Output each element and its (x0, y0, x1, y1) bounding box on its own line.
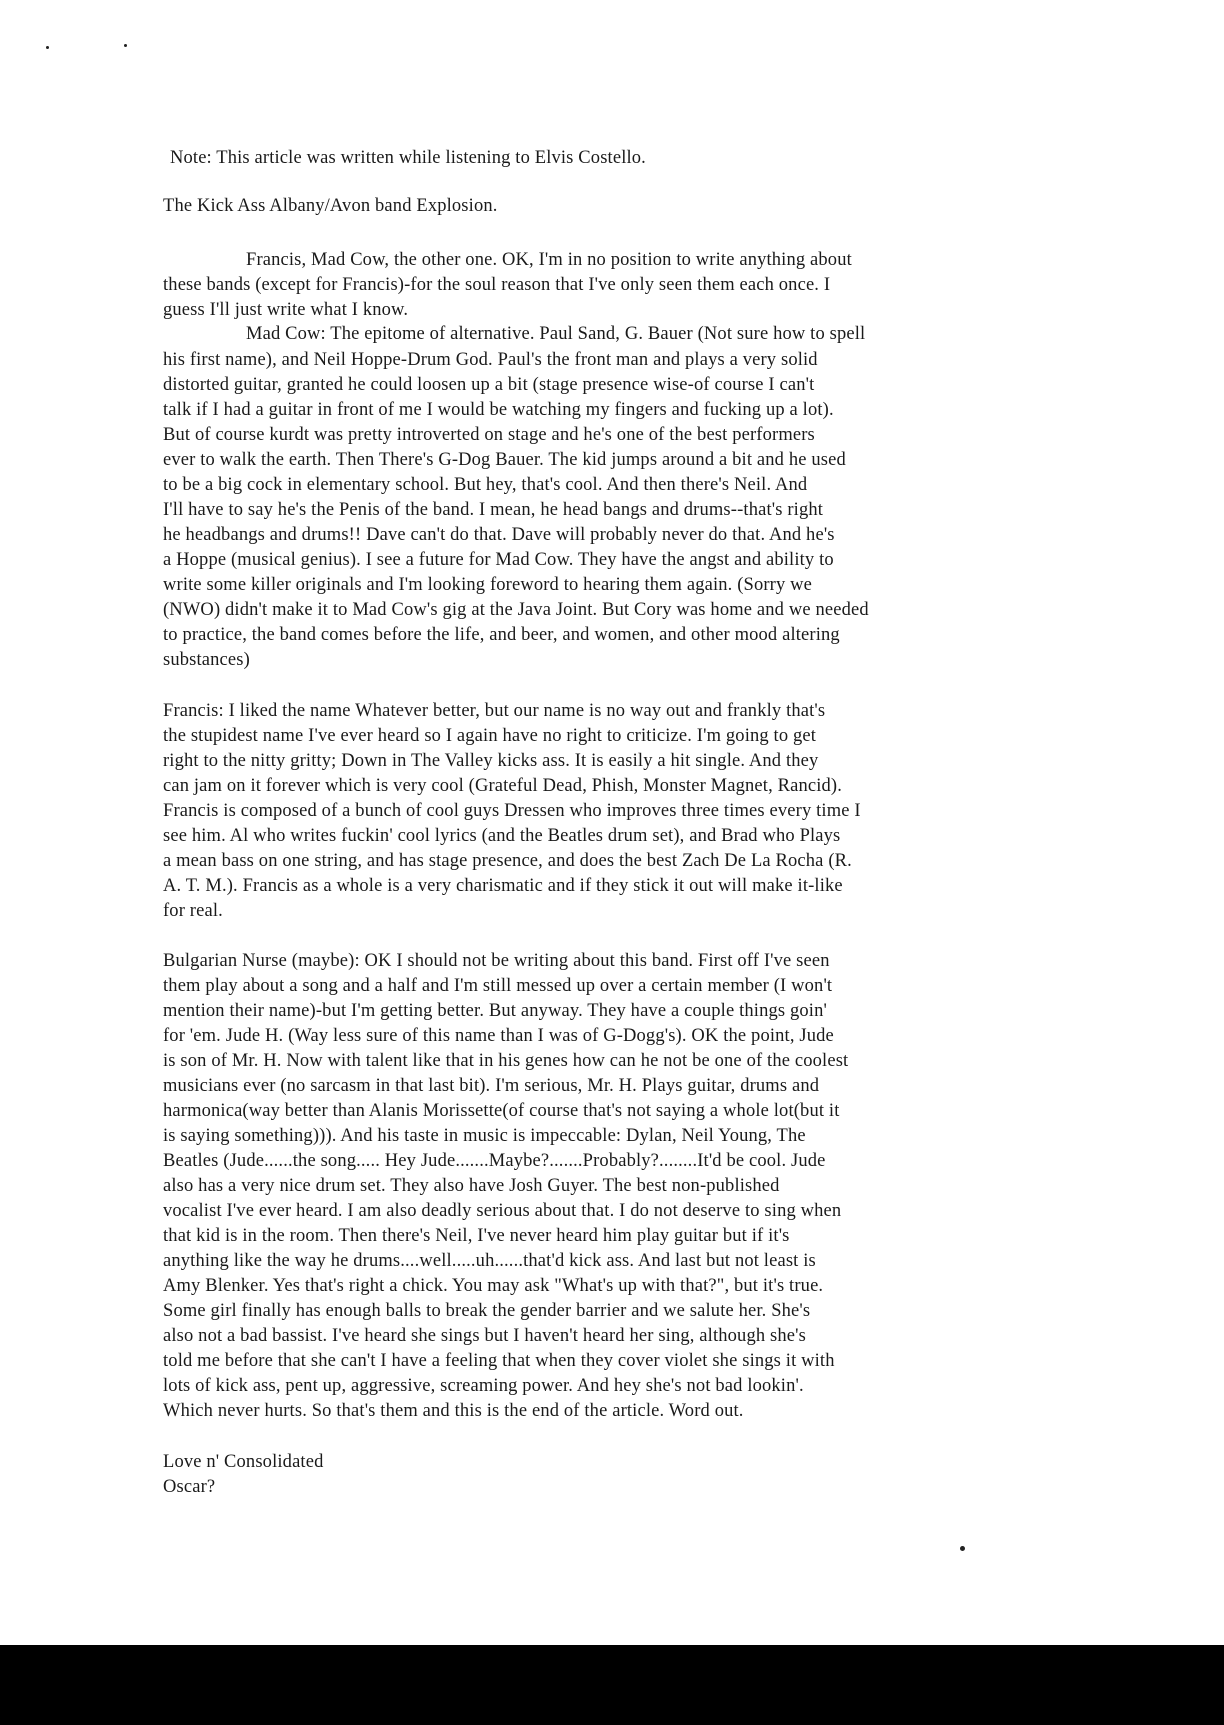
scan-bottom-edge (0, 1645, 1224, 1725)
text-line: he headbangs and drums!! Dave can't do that. Dave will probably never do that. And he's (163, 525, 835, 545)
text-line: substances) (163, 650, 250, 670)
text-line: his first name), and Neil Hoppe-Drum God. Paul's the front man and plays a very solid (163, 350, 818, 370)
text-line: Which never hurts. So that's them and this is the end of the article. Word out. (163, 1401, 744, 1421)
text-line: to practice, the band comes before the life, and beer, and women, and other mood altering (163, 625, 840, 645)
text-line: Mad Cow: The epitome of alternative. Paul Sand, G. Bauer (Not sure how to spell (246, 324, 866, 344)
note-line: Note: This article was written while listening to Elvis Costello. (170, 148, 646, 168)
text-line: is saying something))). And his taste in music is impeccable: Dylan, Neil Young, The (163, 1126, 806, 1146)
text-line: Beatles (Jude......the song..... Hey Jude.......Maybe?.......Probably?........It'd be cool. Jude (163, 1151, 826, 1171)
text-line: is son of Mr. H. Now with talent like that in his genes how can he not be one of the coolest (163, 1051, 849, 1071)
text-line: lots of kick ass, pent up, aggressive, screaming power. And hey she's not bad lookin'. (163, 1376, 804, 1396)
scan-speck (46, 46, 49, 49)
text-line: But of course kurdt was pretty introverted on stage and he's one of the best performers (163, 425, 815, 445)
text-line: told me before that she can't I have a feeling that when they cover violet she sings it with (163, 1351, 835, 1371)
text-line: these bands (except for Francis)-for the soul reason that I've only seen them each once. I (163, 275, 831, 295)
text-line: a mean bass on one string, and has stage presence, and does the best Zach De La Rocha (R. (163, 851, 852, 871)
signoff: Love n' Consolidated (163, 1452, 324, 1472)
text-line: (NWO) didn't make it to Mad Cow's gig at the Java Joint. But Cory was home and we needed (163, 600, 869, 620)
text-line: I'll have to say he's the Penis of the band. I mean, he head bangs and drums--that's right (163, 500, 824, 520)
text-line: for 'em. Jude H. (Way less sure of this name than I was of G-Dogg's). OK the point, Jude (163, 1026, 834, 1046)
text-line: for real. (163, 901, 223, 921)
text-line: right to the nitty gritty; Down in The Valley kicks ass. It is easily a hit single. And they (163, 751, 819, 771)
text-line: see him. Al who writes fuckin' cool lyrics (and the Beatles drum set), and Brad who Plays (163, 826, 841, 846)
text-line: can jam on it forever which is very cool (Grateful Dead, Phish, Monster Magnet, Rancid). (163, 776, 843, 796)
text-line: distorted guitar, granted he could loosen up a bit (stage presence wise-of course I can't (163, 375, 815, 395)
text-line: the stupidest name I've ever heard so I again have no right to criticize. I'm going to get (163, 726, 817, 746)
text-line: that kid is in the room. Then there's Neil, I've never heard him play guitar but if it's (163, 1226, 790, 1246)
text-line: them play about a song and a half and I'm still messed up over a certain member (I won't (163, 976, 833, 996)
signature: Oscar? (163, 1477, 216, 1497)
scan-speck (124, 44, 127, 47)
text-line: a Hoppe (musical genius). I see a future for Mad Cow. They have the angst and ability to (163, 550, 834, 570)
article-title: The Kick Ass Albany/Avon band Explosion. (163, 196, 498, 216)
text-line: also has a very nice drum set. They also have Josh Guyer. The best non-published (163, 1176, 780, 1196)
text-line: ever to walk the earth. Then There's G-Dog Bauer. The kid jumps around a bit and he used (163, 450, 846, 470)
text-line: write some killer originals and I'm looking foreword to hearing them again. (Sorry we (163, 575, 813, 595)
text-line: also not a bad bassist. I've heard she sings but I haven't heard her sing, although she's (163, 1326, 806, 1346)
text-line: musicians ever (no sarcasm in that last bit). I'm serious, Mr. H. Plays guitar, drums and (163, 1076, 820, 1096)
scan-speck (960, 1546, 965, 1551)
text-line: Francis is composed of a bunch of cool guys Dressen who improves three times every time I (163, 801, 861, 821)
text-line: vocalist I've ever heard. I am also deadly serious about that. I do not deserve to sing when (163, 1201, 842, 1221)
text-line: Some girl finally has enough balls to break the gender barrier and we salute her. She's (163, 1301, 811, 1321)
text-line: anything like the way he drums....well.....uh......that'd kick ass. And last but not least is (163, 1251, 816, 1271)
text-line: harmonica(way better than Alanis Morissette(of course that's not saying a whole lot(but it (163, 1101, 840, 1121)
text-line: guess I'll just write what I know. (163, 300, 409, 320)
text-line: A. T. M.). Francis as a whole is a very charismatic and if they stick it out will make it-like (163, 876, 843, 896)
text-line: Bulgarian Nurse (maybe): OK I should not be writing about this band. First off I've seen (163, 951, 830, 971)
text-line: mention their name)-but I'm getting better. But anyway. They have a couple things goin' (163, 1001, 827, 1021)
text-line: Francis, Mad Cow, the other one. OK, I'm in no position to write anything about (246, 250, 852, 270)
text-line: to be a big cock in elementary school. But hey, that's cool. And then there's Neil. And (163, 475, 808, 495)
text-line: Amy Blenker. Yes that's right a chick. You may ask "What's up with that?", but it's true. (163, 1276, 824, 1296)
text-line: talk if I had a guitar in front of me I would be watching my fingers and fucking up a lot). (163, 400, 834, 420)
text-line: Francis: I liked the name Whatever better, but our name is no way out and frankly that's (163, 701, 826, 721)
